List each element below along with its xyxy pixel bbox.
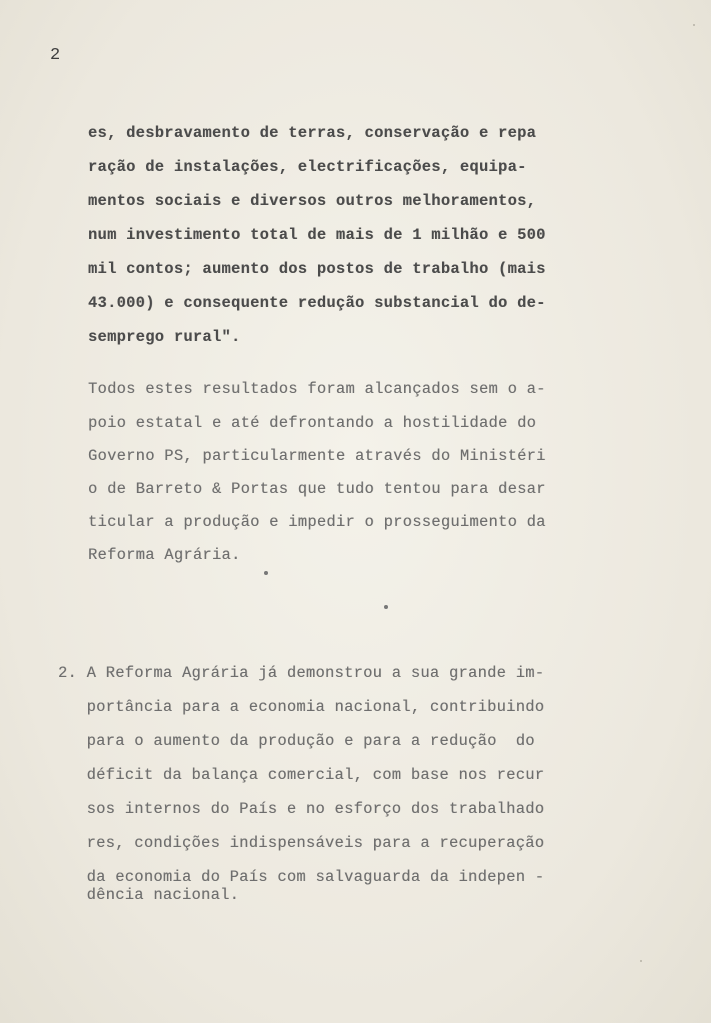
text-line: ticular a produção e impedir o prosseguimento da	[88, 513, 546, 531]
text-line: Todos estes resultados foram alcançados sem o a-	[88, 380, 546, 398]
text-line: 43.000) e consequente redução substancial do de-	[88, 294, 546, 312]
text-line: num investimento total de mais de 1 milhão e 500	[88, 226, 546, 244]
text-line: es, desbravamento de terras, conservação e repa	[88, 124, 537, 142]
text-line: déficit da balança comercial, com base nos recur	[58, 766, 545, 784]
paper-speck	[693, 24, 695, 26]
text-line: ração de instalações, electrificações, equipa-	[88, 158, 527, 176]
text-line: mentos sociais e diversos outros melhoramentos,	[88, 192, 537, 210]
text-line: poio estatal e até defrontando a hostilidade do	[88, 414, 537, 432]
page-number: 2	[50, 46, 61, 65]
text-line: 2. A Reforma Agrária já demonstrou a sua grande im-	[58, 664, 545, 682]
text-line: mil contos; aumento dos postos de trabalho (mais	[88, 260, 546, 278]
text-line: Governo PS, particularmente através do Ministéri	[88, 447, 546, 465]
text-line: semprego rural".	[88, 328, 241, 346]
text-line: sos internos do País e no esforço dos trabalhado	[58, 800, 545, 818]
paper-speck	[640, 960, 642, 962]
text-line: o de Barreto & Portas que tudo tentou para desar	[88, 480, 546, 498]
text-line: para o aumento da produção e para a redução do	[58, 732, 535, 750]
text-line: da economia do País com salvaguarda da indepen -	[58, 868, 545, 886]
text-line: Reforma Agrária.	[88, 546, 241, 564]
text-line: dência nacional.	[58, 886, 240, 904]
text-line: res, condições indispensáveis para a recuperação	[58, 834, 545, 852]
stray-mark	[264, 571, 268, 575]
stray-mark	[384, 605, 388, 609]
text-line: portância para a economia nacional, contribuindo	[58, 698, 545, 716]
